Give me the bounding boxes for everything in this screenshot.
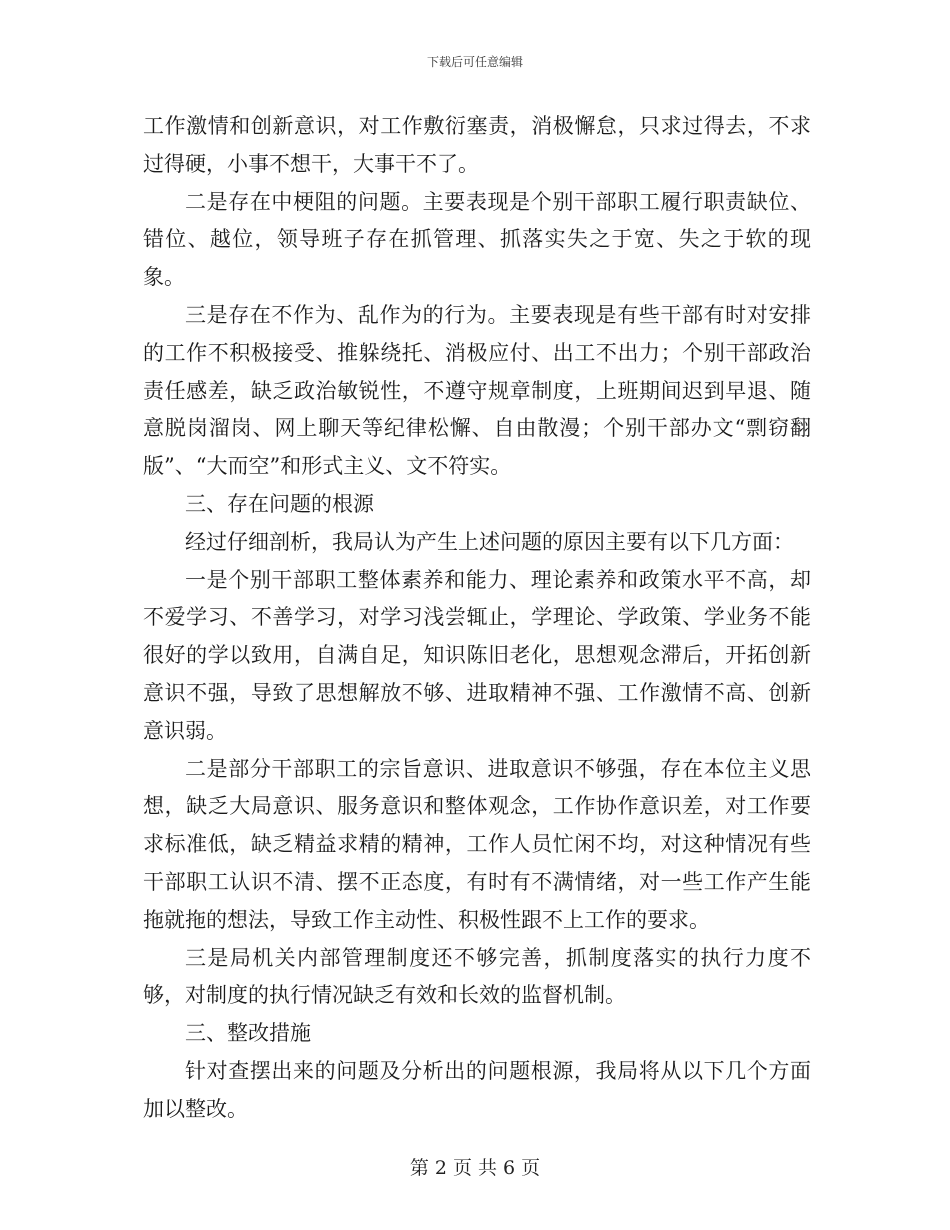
paragraph-continuation: 工作激情和创新意识，对工作敷衍塞责，消极懈怠，只求过得去，不求过得硬，小事不想干，大事干不了。: [143, 114, 811, 176]
section-heading-root-causes: 三、存在问题的根源: [185, 491, 374, 516]
page-header: 下载后可任意编辑: [426, 55, 523, 69]
paragraph-analysis-intro: 经过仔细剖析，我局认为产生上述问题的原因主要有以下几方面：: [185, 529, 794, 554]
paragraph-cause-one: 一是个别干部职工整体素养和能力、理论素养和政策水平不高，却不爱学习、不善学习，对学习浅尝辄止，学理论、学政策、学业务不能很好的学以致用，自满自足，知识陈旧老化，思想观念滞后，开拓创新意识不强，导致了思想解放不够、进取精神不强、工作激情不高、创新意识弱。: [143, 567, 811, 743]
paragraph-rectification-intro: 针对查摆出来的问题及分析出的问题根源，我局将从以下几个方面加以整改。: [143, 1058, 811, 1121]
document-body: [143, 108, 811, 1129]
page-number: 第 2 页 共 6 页: [409, 1157, 541, 1179]
section-heading-rectification: 三、整改措施: [185, 1021, 311, 1046]
paragraph-obstruction-issue: 二是存在中梗阻的问题。主要表现是个别干部职工履行职责缺位、错位、越位，领导班子存在抓管理、抓落实失之于宽、失之于软的现象。: [143, 189, 811, 290]
paragraph-inaction-issue: 三是存在不作为、乱作为的行为。主要表现是有些干部有时对安排的工作不积极接受、推躲绕托、消极应付、出工不出力；个别干部政治责任感差，缺乏政治敏锐性，不遵守规章制度，上班期间迟到早退、随意脱岗溜岗、网上聊天等纪律松懈、自由散漫；个别干部办文“剽窃翻版”、“大而空”和形式主义、文不符实。: [143, 302, 811, 479]
paragraph-cause-two: 二是部分干部职工的宗旨意识、进取意识不够强，存在本位主义思想，缺乏大局意识、服务意识和整体观念，工作协作意识差，对工作要求标准低，缺乏精益求精的精神，工作人员忙闲不均，对这种情况有些干部职工认识不清、摆不正态度，有时有不满情绪，对一些工作产生能拖就拖的想法，导致工作主动性、积极性跟不上工作的要求。: [143, 756, 811, 932]
paragraph-cause-three: 三是局机关内部管理制度还不够完善，抓制度落实的执行力度不够，对制度的执行情况缺乏有效和长效的监督机制。: [143, 945, 811, 1008]
